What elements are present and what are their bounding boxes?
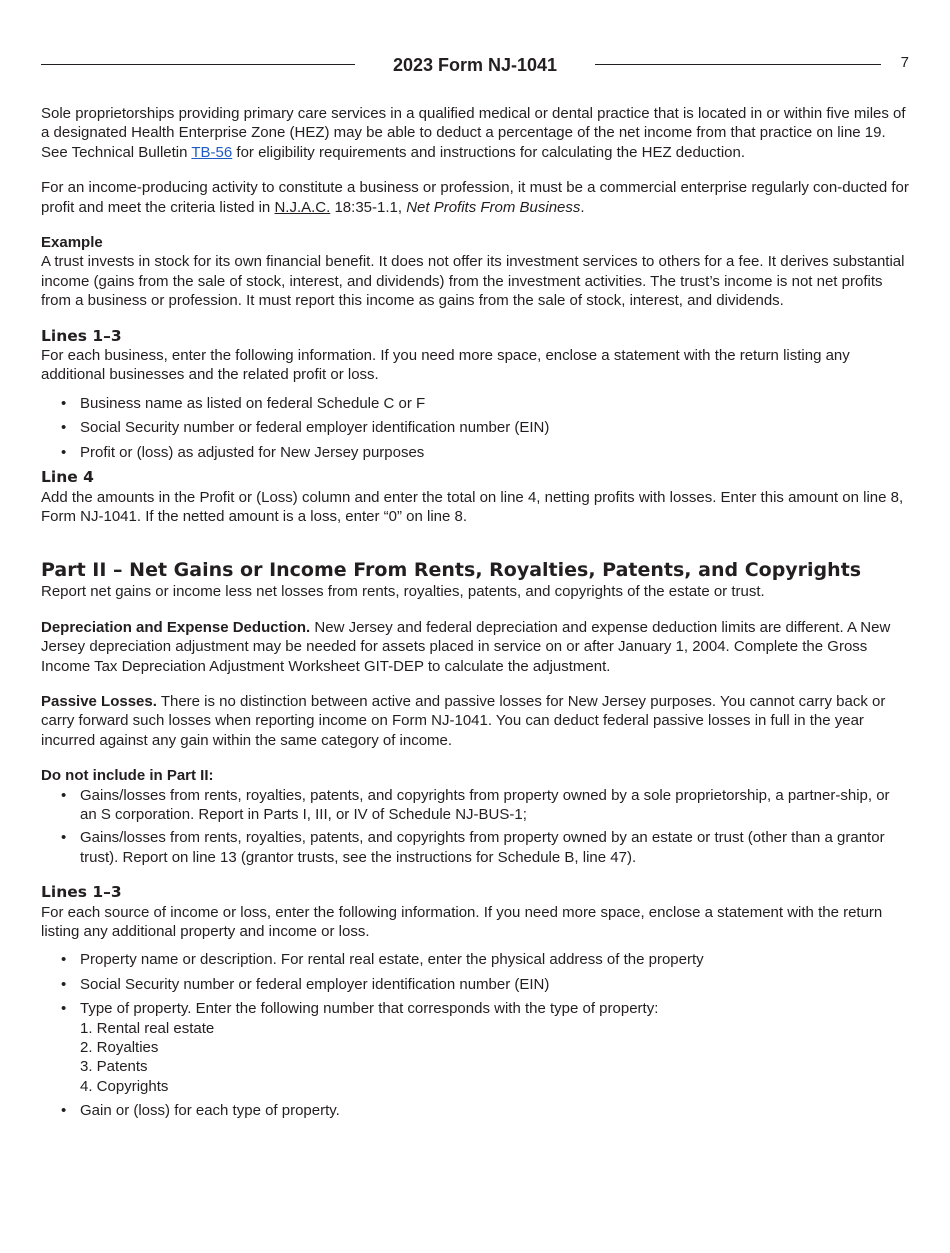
depreciation-paragraph: [41, 618, 909, 676]
part2-intro: Report net gains or income less net losses from rents, royalties, patents, and copyrights of the estate or trust.: [41, 583, 765, 601]
list-item: [41, 950, 909, 969]
bullet-icon: •: [61, 1102, 67, 1120]
list-item-text: Type of property. Enter the following number that corresponds with the type of property:: [80, 1000, 659, 1018]
list-item: [41, 443, 909, 462]
passive-losses-text: There is no distinction between active and passive losses for New Jersey purposes. You cannot carry back or carry forward such losses when reporting income on Form NJ-1041. You can deduct federal passive losses in full in the year incurred against any gain within the same category of income.: [41, 692, 886, 749]
property-type-item: 3. Patents: [80, 1058, 148, 1076]
list-item: [41, 999, 909, 1096]
bullet-icon: •: [61, 829, 67, 847]
passive-losses-label: Passive Losses.: [41, 692, 157, 710]
part2-source-bullets: [41, 950, 909, 1120]
tb-56-link[interactable]: TB-56: [191, 143, 233, 161]
page-content: [41, 104, 909, 1121]
passive-losses-paragraph: [41, 692, 909, 750]
page-header: [41, 53, 909, 77]
hez-paragraph: [41, 104, 909, 162]
property-type-item: 1. Rental real estate: [80, 1019, 215, 1037]
list-item-text: Gains/losses from rents, royalties, patents, and copyrights from property owned by an estate or trust (other than a grantor trust). Report on line 13 (grantor trusts, see the instructions for Schedule B, line 47).: [80, 829, 885, 866]
njac-citation: N.J.A.C.: [274, 198, 331, 216]
list-item-text: Gains/losses from rents, royalties, patents, and copyrights from property owned by a sole proprietorship, a partner-ship, or an S corporation. Report in Parts I, III, or IV of Schedule NJ-BUS-1;: [80, 786, 890, 823]
activity-paragraph: [41, 178, 909, 217]
example-text: A trust invests in stock for its own financial benefit. It does not offer its investment services to others for a fee. It derives substantial income (gains from the sale of stock, interest, and dividends) from the investment activities. The trust’s income is not net profits from a business or profession. It must report this income as gains from the sale of stock, interest, and dividends.: [41, 253, 905, 310]
list-item: [41, 786, 909, 825]
example-heading: Example: [41, 234, 103, 252]
bullet-icon: •: [61, 975, 67, 993]
activity-text-end: .: [580, 198, 585, 216]
part1-lines-1-3-heading: Lines 1–3: [41, 326, 122, 345]
header-rule-left: [41, 64, 355, 65]
activity-text-mid: 18:35-1.1,: [330, 198, 407, 216]
list-item-text: Business name as listed on federal Schedule C or F: [80, 394, 426, 412]
bullet-icon: •: [61, 951, 67, 969]
part2-lines-1-3-heading: Lines 1–3: [41, 883, 122, 902]
activity-text-start: For an income-producing activity to constitute a business or profession, it must be a commercial enterprise regularly con-ducted for profit and meet the criteria listed in: [41, 179, 909, 216]
list-item: [41, 394, 909, 413]
hez-text-end: for eligibility requirements and instructions for calculating the HEZ deduction.: [232, 143, 746, 161]
property-type-list: [80, 1019, 909, 1097]
exclude-bullets: [41, 786, 909, 868]
property-type-item: 2. Royalties: [80, 1039, 159, 1057]
depreciation-label: Depreciation and Expense Deduction.: [41, 618, 311, 636]
list-item-text: Social Security number or federal employer identification number (EIN): [80, 419, 550, 437]
bullet-icon: •: [61, 394, 67, 412]
list-item: [41, 828, 909, 867]
bullet-icon: •: [61, 419, 67, 437]
bullet-icon: •: [61, 443, 67, 461]
part2-title: Part II – Net Gains or Income From Rents, Royalties, Patents, and Copyrights: [41, 559, 862, 582]
activity-italic-title: Net Profits From Business: [406, 198, 581, 216]
part1-line-4-heading: Line 4: [41, 468, 94, 487]
exclude-heading: Do not include in Part II:: [41, 767, 214, 785]
part1-line-4-text: Add the amounts in the Profit or (Loss) column and enter the total on line 4, netting profits with losses. Enter this amount on line 8, Form NJ-1041. If the netted amount is a loss, enter “0” on line 8.: [41, 488, 904, 525]
property-type-item: 4. Copyrights: [80, 1077, 169, 1095]
list-item-text: Profit or (loss) as adjusted for New Jersey purposes: [80, 443, 425, 461]
header-rule-right: [595, 64, 881, 65]
depreciation-text: New Jersey and federal depreciation and expense deduction limits are different. A New Jersey depreciation adjustment may be needed for assets placed in service on or after January 1, 2004. Complete the Gross Income Tax Depreciation Adjustment Worksheet GIT-DEP to calculate the adjustment.: [41, 618, 891, 675]
bullet-icon: •: [61, 786, 67, 804]
hez-text-start: Sole proprietorships providing primary care services in a qualified medical or dental practice that is located in or within five miles of a designated Health Enterprise Zone (HEZ) may be able to deduct a percentage of the net income from that practice on line 19. See Technical Bulletin: [41, 105, 906, 161]
bullet-icon: •: [61, 1000, 67, 1018]
list-item-text: Social Security number or federal employer identification number (EIN): [80, 975, 550, 993]
list-item: [41, 975, 909, 994]
part2-lines-1-3-text: For each source of income or loss, enter the following information. If you need more space, enclose a statement with the return listing any additional property and income or loss.: [41, 903, 883, 940]
list-item: [41, 418, 909, 437]
part1-lines-1-3-text: For each business, enter the following information. If you need more space, enclose a statement with the return listing any additional businesses and the related profit or loss.: [41, 347, 850, 384]
list-item: [41, 1101, 909, 1120]
list-item-text: Gain or (loss) for each type of property.: [80, 1102, 340, 1120]
page-number: 7: [900, 54, 909, 71]
list-item-text: Property name or description. For rental real estate, enter the physical address of the property: [80, 951, 704, 969]
form-title: 2023 Form NJ-1041: [392, 55, 558, 75]
part1-business-bullets: [41, 394, 909, 462]
